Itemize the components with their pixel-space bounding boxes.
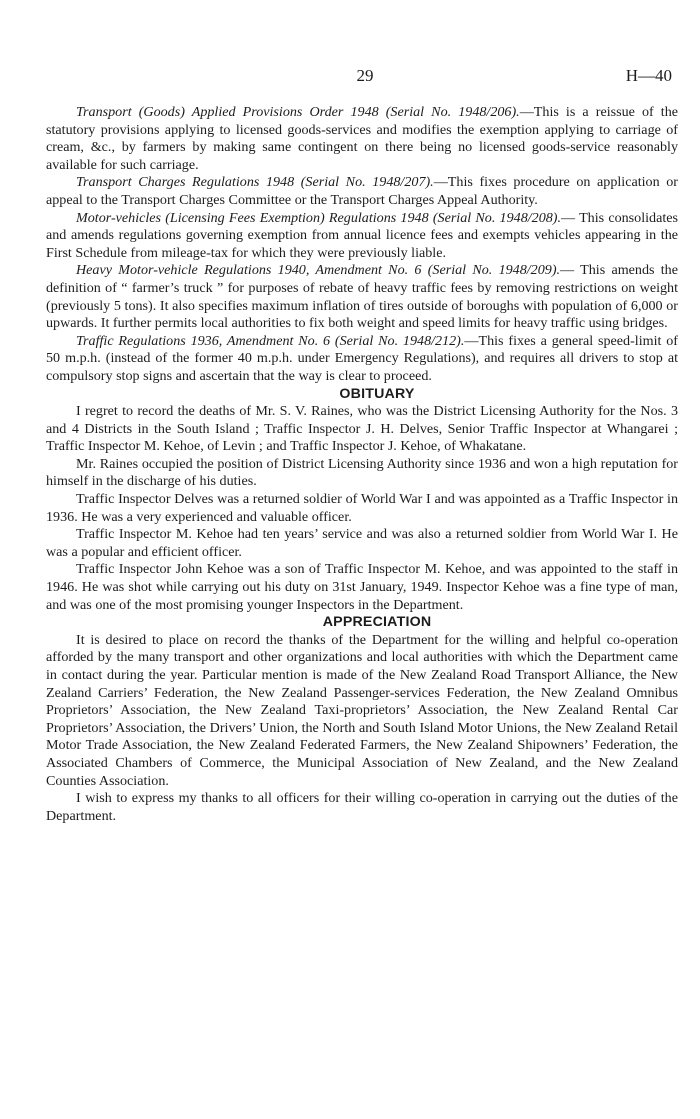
regulation-title: Transport Charges Regulations 1948 (Serial No. 1948/207). — [76, 174, 434, 191]
regulation-title: Motor-vehicles (Licensing Fees Exemption) Regulations 1948 (Serial No. 1948/208). — [76, 209, 562, 226]
appreciation-section — [46, 614, 678, 825]
regulation-text: — This consolidates and amends regulations governing exemption from annual licence fees and exempts vehicles appearing in the First Schedule from mileage-tax for which they were previously liable. — [46, 209, 679, 261]
obituary-paragraph: Traffic Inspector John Kehoe was a son of Traffic Inspector M. Kehoe, and was appointed to the staff in 1946. He was shot while carrying out his duty on 31st January, 1949. Inspector Kehoe was a fine type of man, and was one of the most promising younger Inspectors in the Department. — [46, 561, 678, 613]
obituary-heading: OBITUARY — [339, 385, 415, 402]
regulation-paragraph — [46, 174, 678, 209]
document-reference: H—40 — [625, 66, 672, 85]
regulation-paragraph — [46, 333, 678, 386]
obituary-paragraph: Traffic Inspector Delves was a returned soldier of World War I and was appointed as a Traffic Inspector in 1936. He was a very experienced and valuable officer. — [46, 491, 678, 525]
obituary-paragraph: Mr. Raines occupied the position of District Licensing Authority since 1936 and won a high reputation for himself in the discharge of his duties. — [46, 455, 678, 490]
appreciation-paragraph: I wish to express my thanks to all officers for their willing co-operation in carrying out the duties of the Department. — [46, 790, 678, 824]
page-number: 29 — [356, 66, 374, 85]
regulation-title: Traffic Regulations 1936, Amendment No. 6 (Serial No. 1948/212). — [76, 332, 465, 349]
obituary-paragraph: I regret to record the deaths of Mr. S. V. Raines, who was the District Licensing Authority for the Nos. 3 and 4 Districts in the South Island ; Traffic Inspector J. H. Delves, Senior Traffic Inspector at Whangarei ; Traffic Inspector M. Kehoe, of Levin ; and Traffic Inspector J. Kehoe, of Whakatane. — [46, 403, 678, 455]
obituary-paragraph: Traffic Inspector M. Kehoe had ten years’ service and was also a returned soldier from World War I. He was a popular and efficient officer. — [46, 526, 678, 560]
regulation-paragraph — [46, 262, 678, 332]
regulation-title: Transport (Goods) Applied Provisions Order 1948 (Serial No. 1948/206). — [76, 104, 520, 120]
page-body — [46, 104, 678, 825]
regulation-title: Heavy Motor-vehicle Regulations 1940, Amendment No. 6 (Serial No. 1948/209). — [76, 262, 561, 279]
regulation-text: —This is a reissue of the statutory provisions applying to licensed goods-services and modifies the exemption applying to carriage of cream, &c., by farmers by making same contingent on there being no licensed goods-service reasonably available for such carriage. — [46, 104, 678, 173]
page-header — [0, 66, 700, 88]
appreciation-heading: APPRECIATION — [322, 614, 432, 631]
regulation-paragraph — [46, 210, 678, 263]
regulations-section — [46, 104, 678, 386]
regulation-text: —This fixes procedure on application or appeal to the Transport Charges Committee or the Transport Charges Appeal Authority. — [46, 174, 678, 208]
regulation-text: — This amends the definition of “ farmer’s truck ” for purposes of rebate of heavy traffic fees by removing restrictions on weight (previously 5 tons). It also specifies maximum inflation of tires outside of boroughs with population of 6,000 or upwards. It further permits local authorities to fix both weight and speed limits for heavy traffic using bridges. — [46, 262, 678, 332]
regulation-text: —This fixes a general speed-limit of 50 m.p.h. (instead of the former 40 m.p.h. under Emergency Regulations), and requires all drivers to stop at compulsory stop signs and ascertain that the way is clear to proceed. — [46, 332, 678, 384]
regulation-paragraph — [46, 104, 678, 174]
appreciation-paragraph: It is desired to place on record the thanks of the Department for the willing and helpful co-operation afforded by the many transport and other organizations and local authorities with which the Department came in contact during the year. Particular mention is made of the New Zealand Road Transport Alliance, the New Zealand Carriers’ Federation, the New Zealand Passenger-services Federation, the New Zealand Omnibus Proprietors’ Association, the New Zealand Taxi-proprietors’ Association, the New Zealand Rental Car Proprietors’ Association, the Drivers’ Union, the North and South Island Motor Unions, the New Zealand Retail Motor Trade Association, the New Zealand Federated Farmers, the New Zealand Shipowners’ Federation, the Associated Chambers of Commerce, the Municipal Association of New Zealand, and the New Zealand Counties Association. — [46, 631, 678, 789]
obituary-section — [46, 386, 678, 615]
